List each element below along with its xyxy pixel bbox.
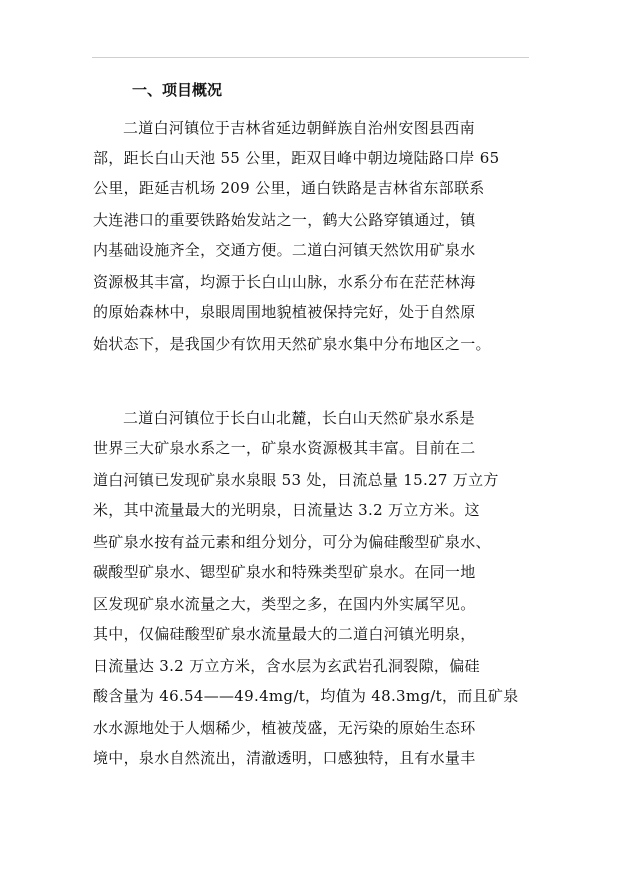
paragraph-2-line: 水水源地处于人烟稀少，植被茂盛，无污染的原始生态环: [93, 719, 476, 737]
header-rule: [92, 57, 529, 58]
paragraph-1-line: 大连港口的重要铁路始发站之一，鹤大公路穿镇通过，镇: [93, 211, 476, 229]
paragraph-2-line: 境中，泉水自然流出，清澈透明，口感独特，且有水量丰: [93, 749, 476, 767]
paragraph-2-line: 世界三大矿泉水系之一，矿泉水资源极其丰富。目前在二: [93, 439, 476, 457]
paragraph-1-line: 内基础设施齐全，交通方便。二道白河镇天然饮用矿泉水: [93, 241, 476, 259]
paragraph-2-line: 二道白河镇位于长白山北麓，长白山天然矿泉水系是: [123, 409, 475, 427]
paragraph-2-line: 道白河镇已发现矿泉水泉眼 53 处，日流总量 15.27 万立方: [93, 471, 499, 489]
paragraph-2-line: 米，其中流量最大的光明泉，日流量达 3.2 万立方米。这: [93, 501, 480, 519]
paragraph-1-line: 公里，距延吉机场 209 公里，通白铁路是吉林省东部联系: [93, 179, 485, 197]
paragraph-1-line: 始状态下，是我国少有饮用天然矿泉水集中分布地区之一。: [93, 335, 491, 353]
paragraph-2-line: 其中，仅偏硅酸型矿泉水流量最大的二道白河镇光明泉，: [93, 625, 476, 643]
paragraph-1-line: 的原始森林中，泉眼周围地貌植被保持完好，处于自然原: [93, 303, 476, 321]
paragraph-2-line: 碳酸型矿泉水、锶型矿泉水和特殊类型矿泉水。在同一地: [93, 563, 476, 581]
paragraph-2-line: 些矿泉水按有益元素和组分划分，可分为偏硅酸型矿泉水、: [93, 533, 491, 551]
paragraph-1-line: 部，距长白山天池 55 公里，距双目峰中朝边境陆路口岸 65: [93, 149, 500, 167]
paragraph-2-line: 区发现矿泉水流量之大，类型之多，在国内外实属罕见。: [93, 595, 476, 613]
paragraph-1-line: 资源极其丰富，均源于长白山山脉，水系分布在茫茫林海: [93, 273, 476, 291]
paragraph-1-line: 二道白河镇位于吉林省延边朝鲜族自治州安图县西南: [123, 119, 475, 137]
paragraph-2-line: 日流量达 3.2 万立方米，含水层为玄武岩孔洞裂隙，偏硅: [93, 657, 480, 675]
paragraph-2-line: 酸含量为 46.54——49.4mg/t，均值为 48.3mg/t，而且矿泉: [93, 687, 519, 705]
section-heading: 一、项目概况: [132, 81, 223, 99]
